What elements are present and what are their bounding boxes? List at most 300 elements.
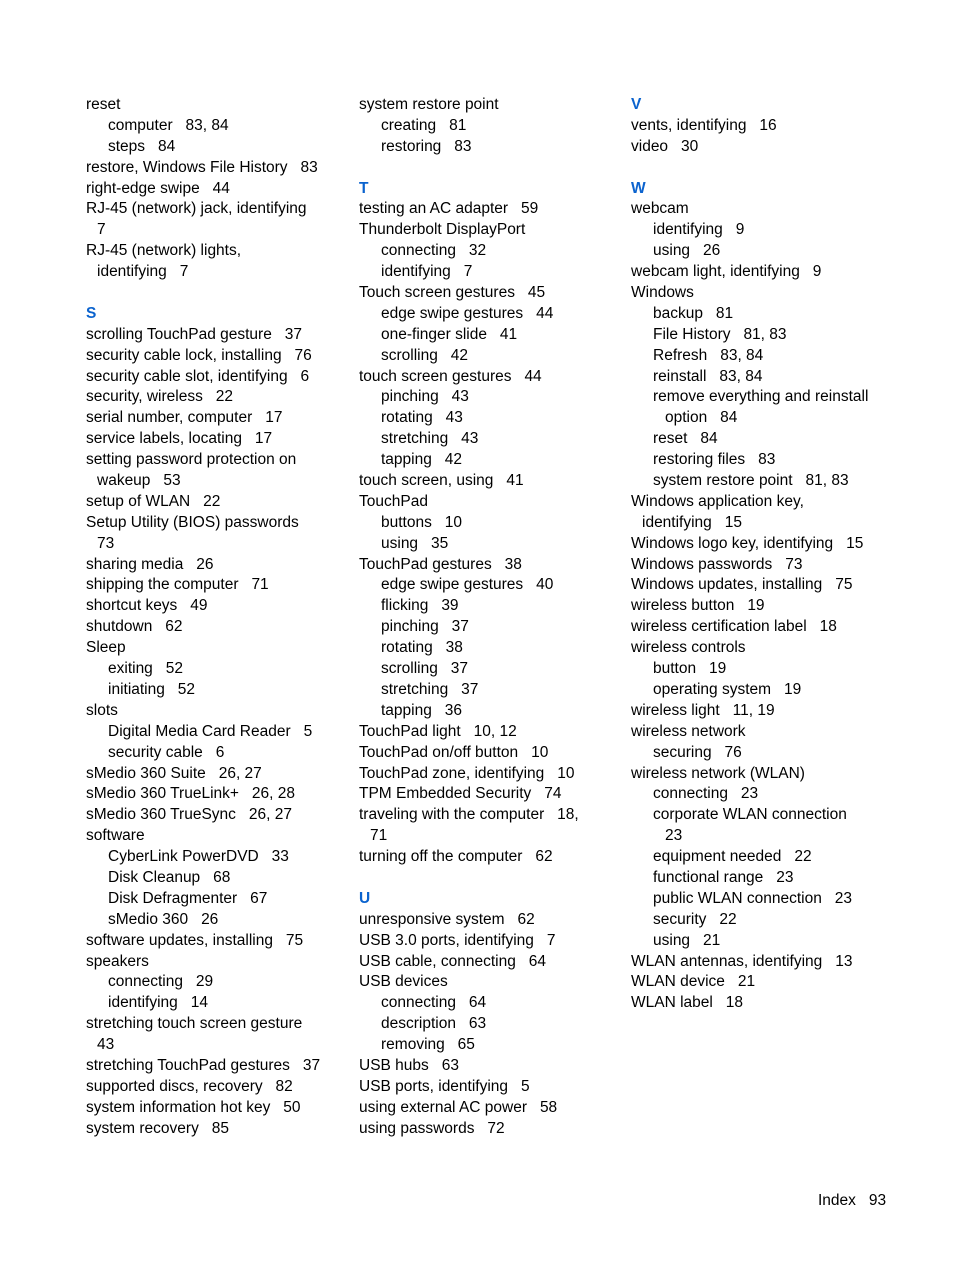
index-column-1 bbox=[86, 95, 336, 1140]
index-entry bbox=[86, 346, 336, 367]
entry-pages: 62 bbox=[535, 848, 553, 866]
entry-pages: 23 bbox=[740, 785, 759, 803]
entry-pages: 71 bbox=[251, 576, 269, 594]
entry-term: one-finger slide bbox=[381, 325, 487, 343]
index-entry bbox=[86, 492, 336, 513]
index-entry bbox=[359, 429, 609, 450]
index-entry bbox=[359, 283, 609, 304]
index-entry bbox=[631, 910, 901, 931]
index-entry bbox=[359, 1035, 609, 1056]
index-entry bbox=[631, 116, 901, 137]
entry-term: rotating bbox=[381, 639, 433, 657]
entry-pages: 7 bbox=[179, 263, 189, 281]
index-entry bbox=[86, 116, 336, 137]
index-entry bbox=[631, 241, 901, 262]
entry-term: Disk Defragmenter bbox=[108, 889, 238, 907]
entry-pages: 35 bbox=[430, 534, 449, 552]
entry-term: using bbox=[381, 534, 419, 552]
index-entry bbox=[631, 220, 901, 241]
entry-term: software updates, installing bbox=[86, 931, 273, 949]
section-letter bbox=[631, 179, 901, 200]
entry-pages: 22 bbox=[203, 492, 221, 510]
index-entry bbox=[86, 972, 336, 993]
index-entry bbox=[359, 408, 609, 429]
index-entry bbox=[631, 325, 901, 346]
entry-pages: 17 bbox=[254, 430, 273, 448]
index-entry bbox=[359, 680, 609, 701]
index-entry bbox=[631, 137, 901, 158]
index-entry bbox=[359, 575, 609, 596]
entry-pages: 52 bbox=[177, 680, 196, 698]
entry-term: traveling with the computer bbox=[359, 806, 545, 824]
entry-term: using bbox=[653, 242, 691, 260]
page-number: 93 bbox=[868, 1192, 887, 1209]
entry-term: removing bbox=[381, 1036, 445, 1054]
entry-term: webcam bbox=[631, 200, 689, 218]
entry-pages: 43 bbox=[451, 388, 469, 406]
index-entry bbox=[631, 408, 901, 429]
entry-pages: 5 bbox=[520, 1077, 530, 1095]
index-entry bbox=[359, 555, 609, 576]
entry-term: 73 bbox=[97, 534, 115, 552]
index-entry bbox=[631, 346, 901, 367]
index-entry bbox=[86, 826, 336, 847]
index-entry bbox=[86, 784, 336, 805]
index-entry bbox=[631, 387, 901, 408]
entry-pages: 81, 83 bbox=[743, 325, 787, 343]
index-entry bbox=[86, 408, 336, 429]
index-entry bbox=[631, 743, 901, 764]
entry-pages: 44 bbox=[524, 367, 542, 385]
entry-pages: 83, 84 bbox=[720, 346, 764, 364]
index-entry bbox=[86, 659, 336, 680]
entry-term: wireless network (WLAN) bbox=[631, 764, 805, 782]
entry-pages: 37 bbox=[450, 660, 469, 678]
index-entry bbox=[631, 304, 901, 325]
index-entry bbox=[359, 367, 609, 388]
page-footer bbox=[818, 1191, 886, 1211]
index-entry bbox=[631, 492, 901, 513]
entry-pages: 49 bbox=[190, 597, 208, 615]
entry-term: WLAN label bbox=[631, 994, 713, 1012]
index-column-2 bbox=[359, 95, 609, 1140]
entry-term: wireless network bbox=[631, 722, 746, 740]
entry-pages: 26 bbox=[196, 555, 214, 573]
index-entry bbox=[86, 910, 336, 931]
entry-term: button bbox=[653, 660, 697, 678]
index-entry bbox=[631, 575, 901, 596]
entry-term: connecting bbox=[381, 242, 456, 260]
entry-pages: 40 bbox=[536, 576, 554, 594]
index-entry bbox=[86, 179, 336, 200]
index-entry bbox=[631, 555, 901, 576]
entry-term: description bbox=[381, 1015, 456, 1033]
entry-term: restoring files bbox=[653, 451, 746, 469]
index-entry bbox=[86, 722, 336, 743]
entry-term: option bbox=[665, 409, 708, 427]
index-entry bbox=[631, 659, 901, 680]
entry-term: sMedio 360 TrueSync bbox=[86, 806, 236, 824]
section-letter bbox=[86, 304, 336, 325]
entry-pages: 41 bbox=[506, 472, 524, 490]
entry-pages: 17 bbox=[265, 409, 283, 427]
entry-term: stretching TouchPad gestures bbox=[86, 1056, 290, 1074]
entry-pages: 82 bbox=[275, 1077, 293, 1095]
index-entry bbox=[359, 1056, 609, 1077]
index-entry bbox=[86, 1119, 336, 1140]
entry-term: restore, Windows File History bbox=[86, 158, 288, 176]
index-entry bbox=[86, 199, 336, 220]
index-entry bbox=[631, 262, 901, 283]
section-letter-text: V bbox=[631, 96, 642, 113]
section-letter-text: W bbox=[631, 179, 646, 197]
entry-pages: 65 bbox=[457, 1036, 475, 1054]
index-entry bbox=[86, 805, 336, 826]
index-entry bbox=[359, 638, 609, 659]
entry-term: system information hot key bbox=[86, 1098, 271, 1116]
index-entry bbox=[359, 304, 609, 325]
index-entry bbox=[359, 701, 609, 722]
entry-pages: 6 bbox=[300, 367, 310, 385]
section-letter bbox=[359, 179, 609, 200]
index-entry bbox=[359, 596, 609, 617]
section-spacer bbox=[359, 158, 609, 179]
entry-pages: 81 bbox=[449, 116, 467, 134]
entry-pages: 10 bbox=[531, 743, 549, 761]
index-entry bbox=[359, 1014, 609, 1035]
index-entry bbox=[631, 972, 901, 993]
index-entry bbox=[86, 617, 336, 638]
index-entry bbox=[86, 931, 336, 952]
entry-term: WLAN antennas, identifying bbox=[631, 952, 823, 970]
entry-term: Windows passwords bbox=[631, 555, 773, 573]
entry-pages: 13 bbox=[835, 952, 853, 970]
index-entry bbox=[631, 513, 901, 534]
index-entry bbox=[359, 931, 609, 952]
entry-pages: 43 bbox=[461, 430, 479, 448]
index-entry bbox=[359, 137, 609, 158]
entry-pages: 74 bbox=[544, 785, 562, 803]
section-letter bbox=[631, 95, 901, 116]
entry-pages: 21 bbox=[737, 973, 756, 991]
entry-pages: 45 bbox=[527, 284, 546, 302]
index-entry bbox=[359, 784, 609, 805]
index-entry bbox=[86, 889, 336, 910]
entry-term: Windows updates, installing bbox=[631, 576, 823, 594]
footer-label: Index bbox=[818, 1192, 856, 1209]
index-entry bbox=[631, 367, 901, 388]
index-entry bbox=[631, 889, 901, 910]
index-entry bbox=[631, 701, 901, 722]
entry-pages: 22 bbox=[719, 910, 737, 928]
entry-term: connecting bbox=[653, 785, 728, 803]
index-entry bbox=[631, 993, 901, 1014]
entry-pages: 19 bbox=[783, 680, 802, 698]
entry-term: stretching bbox=[381, 680, 449, 698]
index-entry bbox=[359, 325, 609, 346]
index-entry bbox=[631, 617, 901, 638]
entry-term: computer bbox=[108, 116, 173, 134]
entry-term: reset bbox=[86, 96, 121, 113]
index-entry bbox=[631, 199, 901, 220]
entry-term: Thunderbolt DisplayPort bbox=[359, 221, 526, 239]
entry-pages: 32 bbox=[468, 242, 487, 260]
entry-pages: 10, 12 bbox=[473, 722, 517, 740]
entry-term: TouchPad on/off button bbox=[359, 743, 519, 761]
entry-term: operating system bbox=[653, 680, 772, 698]
index-entry bbox=[86, 764, 336, 785]
index-entry bbox=[631, 596, 901, 617]
entry-term: stretching bbox=[381, 430, 449, 448]
entry-term: service labels, locating bbox=[86, 430, 242, 448]
index-entry bbox=[359, 972, 609, 993]
entry-term: shipping the computer bbox=[86, 576, 239, 594]
index-entry bbox=[359, 743, 609, 764]
entry-term: TouchPad light bbox=[359, 722, 461, 740]
section-letter-text: T bbox=[359, 179, 369, 197]
index-entry bbox=[631, 638, 901, 659]
entry-term: reset bbox=[653, 430, 688, 448]
entry-term: scrolling bbox=[381, 660, 438, 678]
entry-term: USB cable, connecting bbox=[359, 952, 516, 970]
index-entry bbox=[86, 241, 336, 262]
index-entry bbox=[86, 701, 336, 722]
entry-pages: 42 bbox=[444, 451, 463, 469]
entry-term: using passwords bbox=[359, 1119, 475, 1137]
entry-pages: 68 bbox=[213, 868, 231, 886]
entry-pages: 53 bbox=[163, 472, 181, 490]
entry-term: Digital Media Card Reader bbox=[108, 722, 291, 740]
entry-term: sMedio 360 Suite bbox=[86, 764, 206, 782]
entry-pages: 26, 27 bbox=[218, 764, 262, 782]
index-entry bbox=[359, 471, 609, 492]
entry-pages: 16 bbox=[759, 116, 777, 134]
section-spacer bbox=[86, 283, 336, 304]
entry-term: corporate WLAN connection bbox=[653, 806, 847, 824]
entry-term: securing bbox=[653, 743, 712, 761]
entry-term: Refresh bbox=[653, 346, 708, 364]
entry-pages: 18, bbox=[557, 806, 579, 824]
index-entry bbox=[86, 1035, 336, 1056]
entry-pages: 7 bbox=[546, 931, 556, 949]
entry-pages: 9 bbox=[812, 263, 822, 281]
entry-term: rotating bbox=[381, 409, 433, 427]
entry-term: Windows bbox=[631, 284, 694, 302]
entry-term: system restore point bbox=[359, 96, 499, 113]
entry-term: sMedio 360 bbox=[108, 910, 189, 928]
entry-term: right-edge swipe bbox=[86, 179, 200, 197]
entry-term: security cable bbox=[108, 743, 203, 761]
entry-term: exiting bbox=[108, 660, 153, 678]
entry-term: 7 bbox=[97, 221, 106, 239]
entry-pages: 52 bbox=[165, 660, 183, 678]
index-entry bbox=[86, 450, 336, 471]
entry-term: 23 bbox=[665, 827, 683, 845]
entry-term: reinstall bbox=[653, 367, 707, 385]
index-entry bbox=[86, 471, 336, 492]
index-entry bbox=[86, 367, 336, 388]
entry-term: identifying bbox=[653, 221, 723, 239]
index-entry bbox=[631, 722, 901, 743]
index-entry bbox=[359, 1077, 609, 1098]
entry-pages: 36 bbox=[444, 701, 463, 719]
entry-term: supported discs, recovery bbox=[86, 1077, 263, 1095]
index-entry bbox=[631, 805, 901, 826]
entry-pages: 83 bbox=[758, 451, 776, 469]
index-entry bbox=[631, 784, 901, 805]
entry-term: identifying bbox=[97, 263, 167, 281]
entry-term: creating bbox=[381, 116, 437, 134]
entry-pages: 41 bbox=[499, 325, 518, 343]
entry-term: scrolling TouchPad gesture bbox=[86, 325, 272, 343]
entry-term: USB devices bbox=[359, 973, 448, 991]
index-entry bbox=[359, 952, 609, 973]
entry-term: Disk Cleanup bbox=[108, 868, 201, 886]
entry-pages: 6 bbox=[215, 743, 225, 761]
entry-term: security cable lock, installing bbox=[86, 346, 282, 364]
entry-pages: 58 bbox=[539, 1098, 558, 1116]
entry-pages: 15 bbox=[724, 513, 742, 531]
index-entry bbox=[359, 993, 609, 1014]
entry-term: vents, identifying bbox=[631, 116, 747, 134]
entry-term: serial number, computer bbox=[86, 409, 253, 427]
entry-term: identifying bbox=[381, 263, 451, 281]
entry-term: WLAN device bbox=[631, 973, 725, 991]
entry-pages: 43 bbox=[445, 409, 463, 427]
entry-term: software bbox=[86, 827, 145, 845]
entry-pages: 62 bbox=[517, 910, 535, 928]
entry-term: using bbox=[653, 931, 691, 949]
entry-pages: 76 bbox=[724, 743, 742, 761]
index-entry bbox=[86, 137, 336, 158]
entry-term: File History bbox=[653, 325, 731, 343]
index-entry bbox=[631, 534, 901, 555]
entry-term: system restore point bbox=[653, 472, 793, 490]
index-entry bbox=[86, 952, 336, 973]
entry-term: equipment needed bbox=[653, 848, 782, 866]
entry-term: edge swipe gestures bbox=[381, 304, 524, 322]
index-entry bbox=[86, 429, 336, 450]
index-entry bbox=[86, 325, 336, 346]
entry-term: initiating bbox=[108, 680, 165, 698]
section-spacer bbox=[631, 158, 901, 179]
entry-term: pinching bbox=[381, 388, 439, 406]
entry-term: identifying bbox=[642, 513, 712, 531]
index-entry bbox=[86, 847, 336, 868]
entry-term: Touch screen gestures bbox=[359, 284, 515, 302]
index-entry bbox=[631, 952, 901, 973]
entry-term: TouchPad bbox=[359, 492, 428, 510]
entry-term: flicking bbox=[381, 597, 429, 615]
index-entry bbox=[631, 680, 901, 701]
entry-pages: 81, 83 bbox=[805, 472, 849, 490]
entry-pages: 26 bbox=[201, 910, 219, 928]
index-entry bbox=[86, 1077, 336, 1098]
entry-term: speakers bbox=[86, 952, 149, 970]
entry-term: testing an AC adapter bbox=[359, 200, 509, 218]
entry-term: setting password protection on bbox=[86, 451, 297, 469]
entry-pages: 18 bbox=[725, 994, 744, 1012]
entry-pages: 44 bbox=[536, 304, 554, 322]
index-entry bbox=[359, 199, 609, 220]
index-entry bbox=[631, 429, 901, 450]
entry-pages: 15 bbox=[846, 534, 864, 552]
entry-pages: 22 bbox=[794, 848, 812, 866]
index-entry bbox=[86, 638, 336, 659]
entry-term: tapping bbox=[381, 701, 432, 719]
index-entry bbox=[86, 868, 336, 889]
entry-term: sMedio 360 TrueLink+ bbox=[86, 785, 239, 803]
entry-term: setup of WLAN bbox=[86, 492, 191, 510]
entry-term: using external AC power bbox=[359, 1098, 528, 1116]
index-entry bbox=[359, 826, 609, 847]
entry-pages: 14 bbox=[190, 994, 208, 1012]
entry-term: Windows logo key, identifying bbox=[631, 534, 834, 552]
entry-pages: 83, 84 bbox=[185, 116, 229, 134]
index-entry bbox=[631, 826, 901, 847]
index-entry bbox=[359, 1119, 609, 1140]
entry-pages: 26, 27 bbox=[248, 806, 292, 824]
index-entry bbox=[359, 241, 609, 262]
entry-term: shutdown bbox=[86, 618, 153, 636]
index-entry bbox=[359, 659, 609, 680]
entry-pages: 64 bbox=[528, 952, 546, 970]
section-letter bbox=[359, 889, 609, 910]
index-entry bbox=[359, 116, 609, 137]
entry-pages: 9 bbox=[735, 221, 745, 239]
section-letter-text: U bbox=[359, 889, 371, 907]
entry-term: restoring bbox=[381, 137, 442, 155]
entry-term: remove everything and reinstall bbox=[653, 388, 869, 406]
index-entry bbox=[86, 596, 336, 617]
index-entry bbox=[86, 513, 336, 534]
entry-term: sharing media bbox=[86, 555, 184, 573]
index-entry bbox=[359, 346, 609, 367]
entry-term: webcam light, identifying bbox=[631, 263, 800, 281]
entry-pages: 26, 28 bbox=[251, 785, 295, 803]
index-entry bbox=[359, 722, 609, 743]
entry-term: wireless certification label bbox=[631, 618, 807, 636]
index-entry bbox=[359, 910, 609, 931]
entry-pages: 81 bbox=[715, 304, 734, 322]
entry-pages: 83 bbox=[300, 158, 318, 176]
index-entry bbox=[86, 95, 336, 116]
entry-pages: 42 bbox=[450, 346, 469, 364]
entry-pages: 30 bbox=[680, 137, 699, 155]
entry-term: turning off the computer bbox=[359, 848, 523, 866]
entry-term: connecting bbox=[381, 994, 456, 1012]
index-entry bbox=[86, 680, 336, 701]
entry-term: 43 bbox=[97, 1036, 115, 1054]
entry-term: video bbox=[631, 137, 669, 155]
index-entry bbox=[86, 993, 336, 1014]
entry-term: wireless controls bbox=[631, 639, 746, 657]
entry-pages: 83 bbox=[454, 137, 472, 155]
index-entry bbox=[86, 262, 336, 283]
entry-pages: 62 bbox=[165, 618, 183, 636]
entry-pages: 83, 84 bbox=[719, 367, 763, 385]
entry-term: USB ports, identifying bbox=[359, 1077, 509, 1095]
index-entry bbox=[359, 513, 609, 534]
entry-term: backup bbox=[653, 304, 703, 322]
entry-pages: 37 bbox=[284, 325, 302, 343]
entry-term: security bbox=[653, 910, 707, 928]
entry-term: Setup Utility (BIOS) passwords bbox=[86, 513, 299, 531]
entry-term: security, wireless bbox=[86, 388, 203, 406]
entry-pages: 39 bbox=[441, 597, 459, 615]
entry-term: unresponsive system bbox=[359, 910, 505, 928]
entry-term: connecting bbox=[108, 973, 183, 991]
